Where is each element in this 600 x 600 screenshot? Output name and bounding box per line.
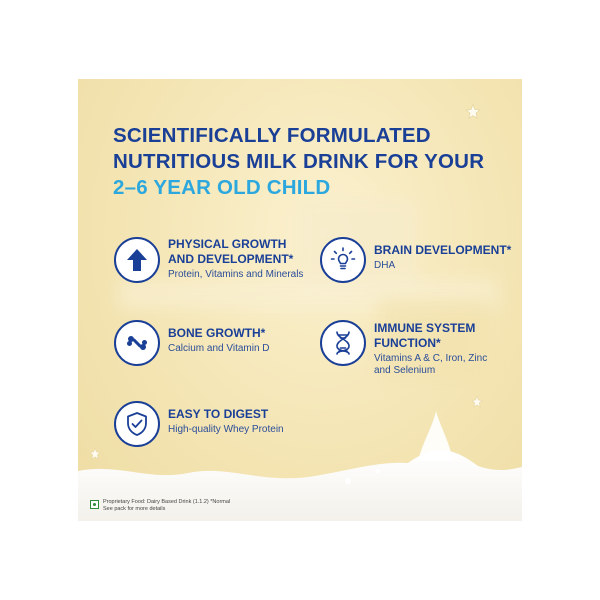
dna-icon [320,320,366,366]
feature-title: EASY TO DIGEST [168,407,269,421]
footnote-line: See pack for more details [103,506,166,512]
feature-subtitle: Vitamins A & C, Iron, Zinc [374,353,488,364]
veg-mark-icon [90,500,99,509]
promo-panel [78,79,522,521]
headline-line-3: 2–6 YEAR OLD CHILD [113,176,331,199]
feature-bone-growth [114,320,270,366]
headline-line-2: NUTRITIOUS MILK DRINK FOR YOUR [113,150,485,173]
headline [113,123,484,201]
feature-brain-development [320,237,511,283]
footnote [90,499,230,513]
headline-line-1: SCIENTIFICALLY FORMULATED [113,124,431,147]
feature-title: FUNCTION* [374,336,441,350]
feature-physical-growth [114,237,303,283]
feature-subtitle: High-quality Whey Protein [168,424,284,435]
footnote-line: Proprietary Food: Dairy Based Drink (1.1.2) *Normal [103,499,231,505]
feature-subtitle: Calcium and Vitamin D [168,343,270,354]
feature-subtitle: DHA [374,260,396,271]
feature-title: BONE GROWTH* [168,326,266,340]
star-icon [464,103,482,121]
feature-subtitle: Protein, Vitamins and Minerals [168,269,304,280]
feature-title: BRAIN DEVELOPMENT* [374,243,512,257]
feature-title: AND DEVELOPMENT* [168,252,294,266]
feature-subtitle: and Selenium [374,365,436,376]
bone-icon [114,320,160,366]
feature-immune-system [320,320,487,377]
feature-title: IMMUNE SYSTEM [374,321,476,335]
feature-title: PHYSICAL GROWTH [168,237,287,251]
lightbulb-brain-icon [320,237,366,283]
arrow-up-icon [114,237,160,283]
star-icon [470,395,484,409]
